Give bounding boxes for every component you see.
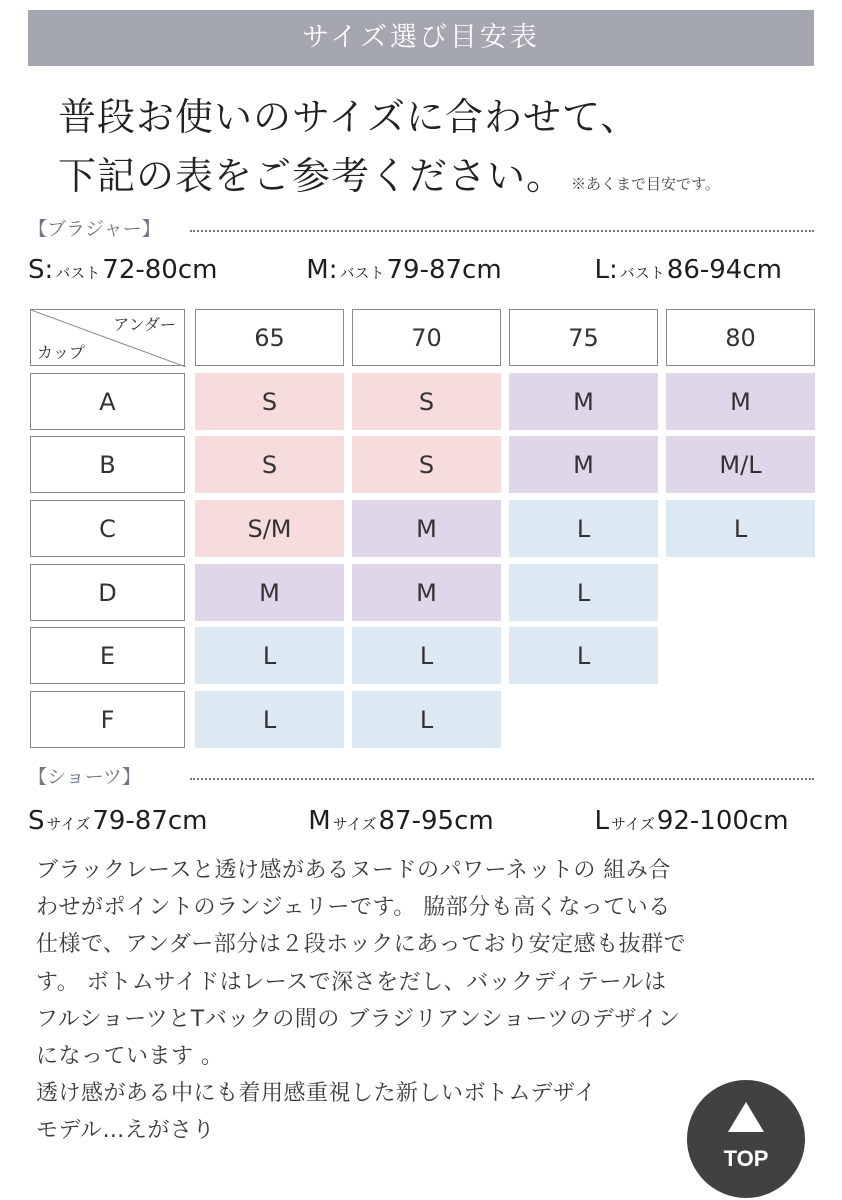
size-cell: L xyxy=(195,691,344,748)
size-guide-banner: サイズ選び目安表 xyxy=(28,10,814,66)
under-header-cell: 65 xyxy=(195,309,344,366)
shorts-section-divider xyxy=(190,778,814,780)
bra-section-label: 【ブラジャー】 xyxy=(28,218,161,240)
shorts-section-label: 【ショーツ】 xyxy=(28,766,141,788)
cup-header-cell: E xyxy=(30,627,185,684)
top-button-label: TOP xyxy=(723,1146,769,1171)
description-line: す。 ボトムサイドはレースで深さをだし、バックディテールは xyxy=(36,969,667,995)
description-line: ブラックレースと透け感があるヌードのパワーネットの 組み合 xyxy=(36,858,671,883)
shorts-size-s-range: 79-87cm xyxy=(92,806,208,836)
under-header-cell: 80 xyxy=(666,309,815,366)
shorts-size-l xyxy=(595,806,789,836)
corner-under-label: アンダー xyxy=(113,315,176,334)
description-line: わせがポイントのランジェリーです。 脇部分も高くなっている xyxy=(36,895,671,921)
bra-size-m-letter: M: xyxy=(306,255,338,285)
size-cell: L xyxy=(509,564,658,621)
bra-size-s-letter: S: xyxy=(28,255,54,285)
bra-size-s-range: 72-80cm xyxy=(102,255,218,285)
cup-header-cell: B xyxy=(30,436,185,493)
shorts-size-m-word: サイズ xyxy=(332,815,377,833)
size-cell: S/M xyxy=(195,500,344,557)
corner-cup-label: カップ xyxy=(37,343,85,362)
size-cell: S xyxy=(195,436,344,493)
shorts-size-l-range: 92-100cm xyxy=(656,806,789,836)
under-header-cell: 75 xyxy=(509,309,658,366)
disclaimer-note: ※あくまで目安です。 xyxy=(571,175,720,193)
bra-size-l-letter: L: xyxy=(594,255,618,285)
under-header-cell: 70 xyxy=(352,309,501,366)
cup-header-cell: C xyxy=(30,500,185,557)
size-cell: M xyxy=(666,373,815,430)
shorts-size-s xyxy=(28,806,300,836)
shorts-size-m-letter: M xyxy=(308,806,331,836)
size-cell: M xyxy=(352,564,501,621)
bra-size-s xyxy=(28,255,298,285)
description-line: フルショーツとTバックの間の ブラジリアンショーツのデザイン xyxy=(36,1006,681,1032)
table-corner-header xyxy=(30,309,185,366)
shorts-size-l-letter: L xyxy=(594,806,610,836)
size-cell: L xyxy=(352,691,501,748)
size-cell: L xyxy=(509,627,658,684)
description-line: 仕様で、アンダー部分は２段ホックにあっており安定感も抜群で xyxy=(36,932,687,958)
bra-size-l xyxy=(595,255,782,285)
cup-header-cell: A xyxy=(30,373,185,430)
bra-size-ranges xyxy=(28,255,782,285)
size-cell: S xyxy=(352,436,501,493)
size-cell: M xyxy=(195,564,344,621)
size-cell: S xyxy=(195,373,344,430)
size-cell: M xyxy=(352,500,501,557)
up-triangle-icon xyxy=(728,1102,764,1132)
size-cell: L xyxy=(352,627,501,684)
shorts-size-m xyxy=(308,806,586,836)
scroll-to-top-button[interactable] xyxy=(687,1080,805,1198)
size-cell: S xyxy=(352,373,501,430)
bra-size-l-word: バスト xyxy=(619,264,665,282)
description-line: になっています 。 xyxy=(36,1044,224,1070)
shorts-size-s-word: サイズ xyxy=(46,815,91,833)
description-line: 透け感がある中にも着用感重視した新しいボトムデザイ xyxy=(36,1081,597,1107)
description-line: モデル…えがさり xyxy=(36,1118,215,1144)
bra-size-s-word: バスト xyxy=(55,264,101,282)
headline-line-2-text: 下記の表をご参考ください。 xyxy=(58,154,566,198)
size-cell: M xyxy=(509,373,658,430)
bra-size-m-range: 79-87cm xyxy=(386,255,502,285)
shorts-size-ranges xyxy=(28,806,789,836)
bra-section-divider xyxy=(190,230,814,232)
size-cell: M/L xyxy=(666,436,815,493)
shorts-size-s-letter: S xyxy=(28,806,45,836)
size-cell: L xyxy=(666,500,815,557)
cup-header-cell: F xyxy=(30,691,185,748)
size-cell: L xyxy=(509,500,658,557)
bra-size-l-range: 86-94cm xyxy=(666,255,782,285)
shorts-size-m-range: 87-95cm xyxy=(378,806,494,836)
cup-header-cell: D xyxy=(30,564,185,621)
product-description xyxy=(36,852,806,1150)
size-cell: M xyxy=(509,436,658,493)
bra-size-m-word: バスト xyxy=(339,264,385,282)
headline-line-1: 普段お使いのサイズに合わせて、 xyxy=(58,95,640,139)
headline-line-2 xyxy=(58,145,720,200)
bra-size-m xyxy=(306,255,586,285)
shorts-size-l-word: サイズ xyxy=(611,815,655,833)
size-cell: L xyxy=(195,627,344,684)
